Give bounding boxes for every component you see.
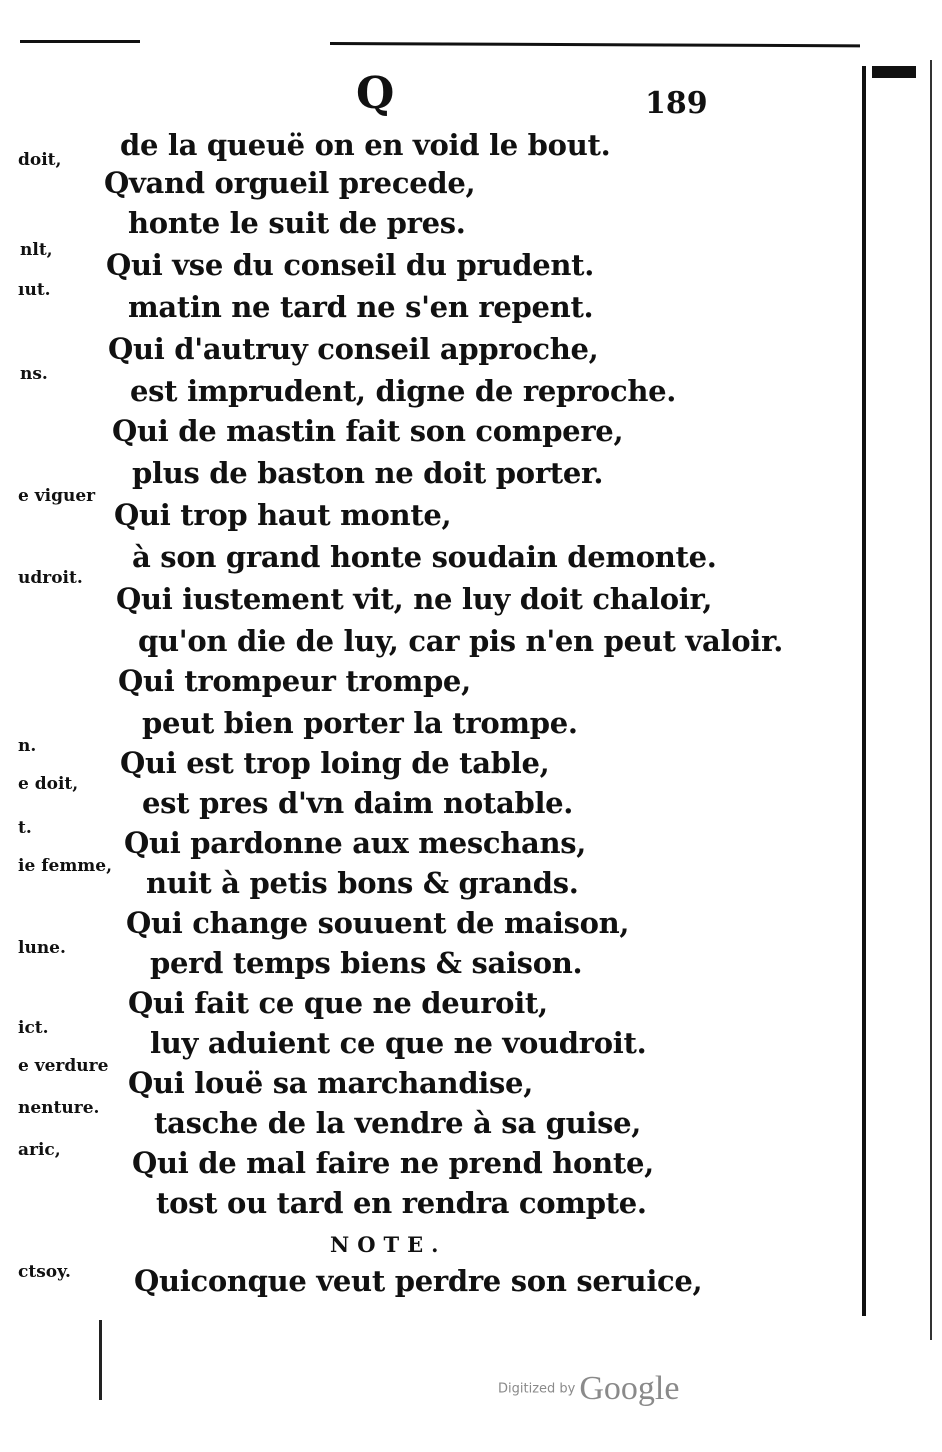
note-heading: NOTE.	[330, 1232, 447, 1257]
margin-fragment: e verdure	[18, 1056, 109, 1076]
running-header-letter: Q	[356, 68, 395, 119]
margin-fragment: udroit.	[18, 568, 83, 588]
text-line: Qui trop haut monte,	[114, 498, 452, 532]
margin-fragment: n.	[18, 736, 37, 756]
left-page-edge	[99, 1320, 102, 1400]
margin-fragment: ctsoy.	[18, 1262, 71, 1282]
top-rule-left	[20, 40, 140, 43]
text-line: à son grand honte soudain demonte.	[132, 540, 717, 574]
text-line: de la queuë on en void le bout.	[120, 128, 611, 162]
text-line: est pres d'vn daim notable.	[142, 786, 574, 820]
top-right-mark	[872, 66, 916, 78]
digitized-watermark	[498, 1370, 679, 1408]
text-line: qu'on die de luy, car pis n'en peut valoir.	[138, 624, 784, 658]
text-line: honte le suit de pres.	[128, 206, 466, 240]
margin-fragment: aric,	[18, 1140, 61, 1160]
text-line: plus de baston ne doit porter.	[132, 456, 604, 490]
text-line: Qui louë sa marchandise,	[128, 1066, 534, 1100]
text-line: Qui fait ce que ne deuroit,	[128, 986, 548, 1020]
margin-fragment: nlt,	[20, 240, 53, 260]
text-line: Qui vse du conseil du prudent.	[106, 248, 595, 282]
text-line: Qui iustement vit, ne luy doit chaloir,	[116, 582, 713, 616]
text-line: tost ou tard en rendra compte.	[156, 1186, 647, 1220]
text-line: Qui trompeur trompe,	[118, 664, 471, 698]
google-logo: Google	[579, 1370, 680, 1407]
text-line: Qui pardonne aux meschans,	[124, 826, 587, 860]
margin-fragment: e doit,	[18, 774, 79, 794]
margin-fragment: ie femme,	[18, 856, 113, 876]
text-line: Qui change souuent de maison,	[126, 906, 630, 940]
text-line: tasche de la vendre à sa guise,	[154, 1106, 642, 1140]
text-line: Qui est trop loing de table,	[120, 746, 550, 780]
text-line: est imprudent, digne de reproche.	[130, 374, 677, 408]
margin-fragment: lune.	[18, 938, 66, 958]
top-rule-right	[330, 42, 860, 47]
margin-fragment: t.	[18, 818, 32, 838]
margin-fragment: e viguer	[18, 486, 96, 506]
text-line: matin ne tard ne s'en repent.	[128, 290, 594, 324]
right-page-edge	[862, 66, 866, 1316]
margin-fragment: ıut.	[18, 280, 51, 300]
text-line: perd temps biens & saison.	[150, 946, 583, 980]
margin-fragment: nenture.	[18, 1098, 100, 1118]
margin-fragment: doit,	[18, 150, 62, 170]
watermark-prefix: Digitized by	[498, 1381, 576, 1397]
text-line: luy aduient ce que ne voudroit.	[150, 1026, 647, 1060]
right-page-edge-outer	[930, 60, 932, 1340]
text-line: Qui d'autruy conseil approche,	[108, 332, 599, 366]
text-line: Qui de mal faire ne prend honte,	[132, 1146, 654, 1180]
text-line: peut bien porter la trompe.	[142, 706, 578, 740]
text-line: Qui de mastin fait son compere,	[112, 414, 624, 448]
last-text-line: Quiconque veut perdre son seruice,	[134, 1264, 703, 1298]
margin-fragment: ns.	[20, 364, 48, 384]
text-line: nuit à petis bons & grands.	[146, 866, 579, 900]
page-number: 189	[645, 86, 708, 121]
text-line: Qvand orgueil precede,	[104, 166, 476, 200]
margin-fragment: ict.	[18, 1018, 49, 1038]
